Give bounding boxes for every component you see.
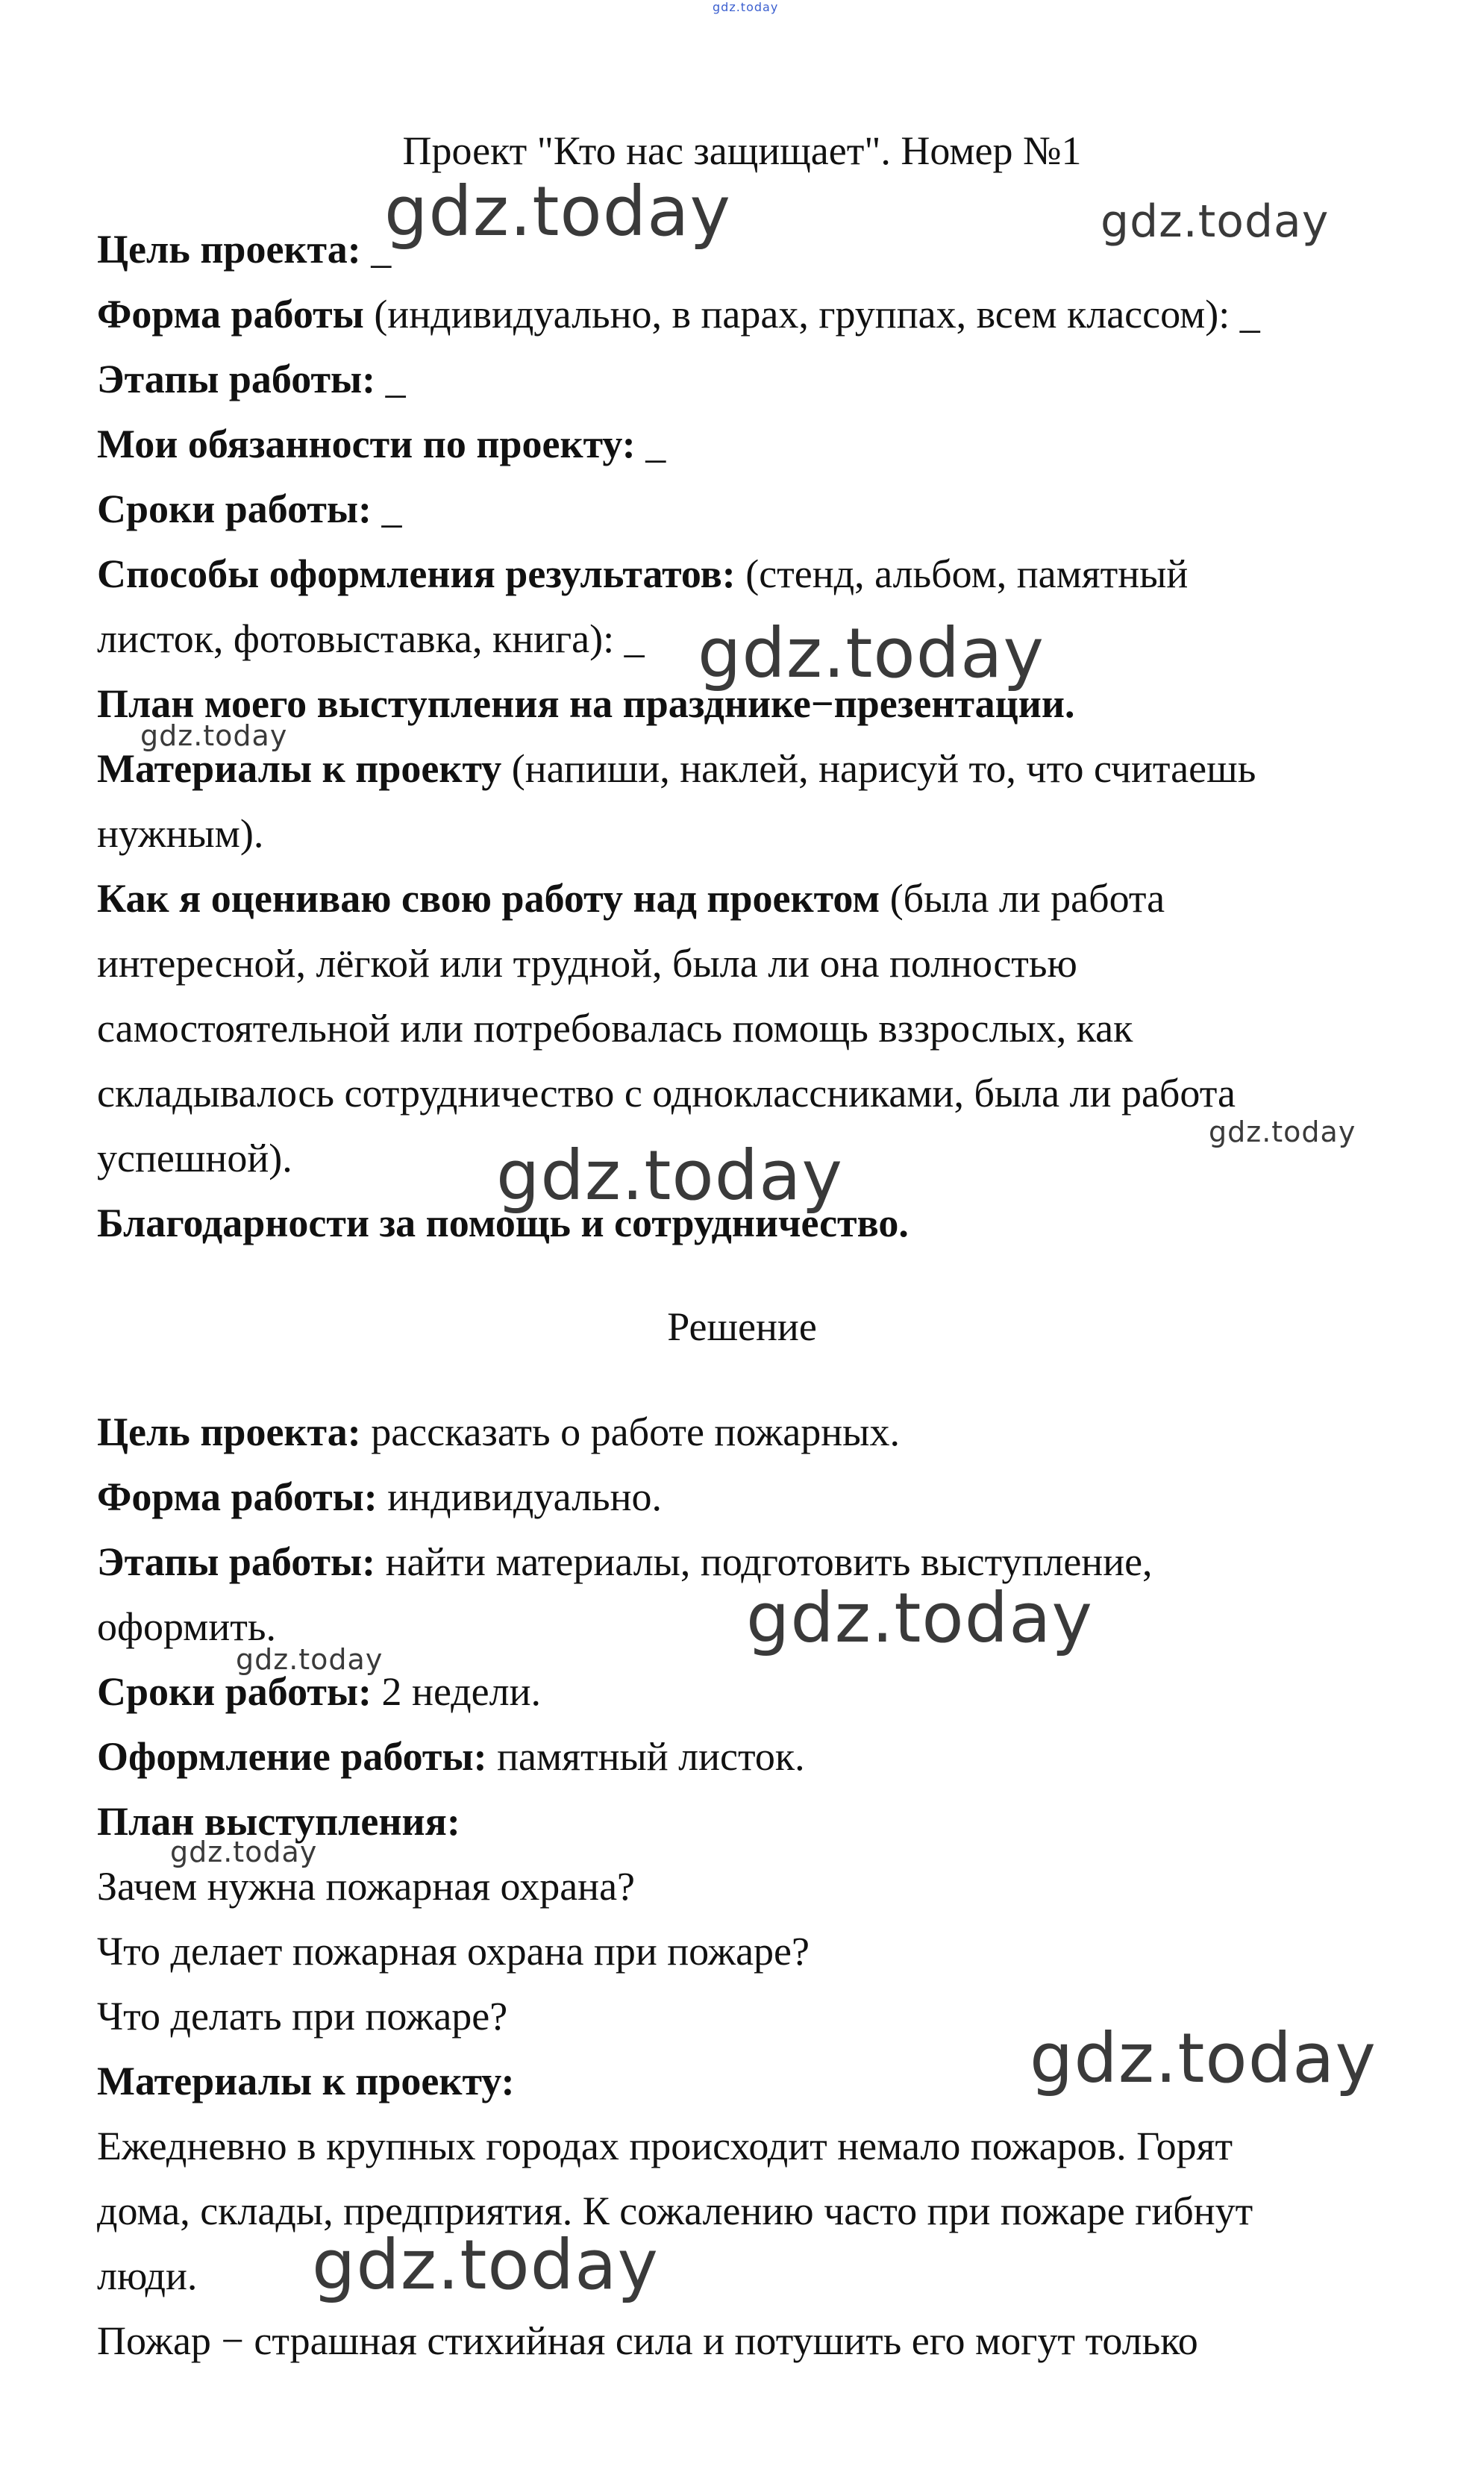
task-methods [97,541,1395,607]
page-title: Проект "Кто нас защищает". Номер №1 [402,128,1082,173]
task-evaluate-line-4: складывалось сотрудничество с одноклассниками, была ли работа [97,1071,1236,1116]
solution-plan-item: Что делает пожарная охрана при пожаре? [97,1929,810,1974]
solution-terms-value: 2 недели. [372,1669,541,1714]
task-evaluate-line-2: интересной, лёгкой или трудной, была ли она полностью [97,941,1077,986]
task-plan: План моего выступления на празднике−презентации. [97,681,1075,726]
watermark: gdz.today [746,1578,1093,1658]
task-goal-value: _ [360,227,392,272]
solution-form-label: Форма работы: [97,1474,378,1519]
task-form [97,281,1395,347]
task-methods-value: (стенд, альбом, памятный [735,551,1189,596]
task-evaluate [97,866,1395,931]
task-materials [97,736,1395,801]
task-duties-value: _ [635,422,666,466]
solution-text-line: люди. [97,2253,198,2298]
solution-form-value: индивидуально. [377,1474,663,1519]
solution-heading: Решение [667,1304,817,1349]
task-terms-value: _ [372,487,402,531]
solution-goal-label: Цель проекта: [97,1410,361,1454]
task-materials-value: (напиши, наклей, нарисуй то, что считаешь [501,746,1256,791]
watermark: gdz.today [1101,195,1330,248]
watermark: gdz.today [170,1836,318,1868]
solution-goal-value: рассказать о работе пожарных. [360,1410,900,1454]
solution-form [97,1464,1395,1530]
solution-text-line: Ежедневно в крупных городах происходит немало пожаров. Горят [97,2124,1233,2168]
task-materials-label: Материалы к проекту [97,746,502,791]
solution-design-label: Оформление работы: [97,1734,487,1779]
task-duties-label: Мои обязанности по проекту: [97,422,636,466]
watermark: gdz.today [496,1136,843,1216]
task-evaluate-label: Как я оцениваю свою работу над проектом [97,876,880,921]
solution-design-value: памятный листок. [486,1734,805,1779]
task-methods-label: Способы оформления результатов: [97,551,736,596]
solution-materials-label: Материалы к проекту: [97,2059,515,2103]
solution-plan-item: Что делать при пожаре? [97,1994,508,2039]
task-thanks: Благодарности за помощь и сотрудничество. [97,1201,909,1245]
watermark: gdz.today [140,719,288,752]
task-duties [97,411,1395,477]
watermark: gdz.today [1030,2018,1377,2098]
task-evaluate-line-3: самостоятельной или потребовалась помощь вззрослых, как [97,1006,1133,1051]
task-form-label: Форма работы [97,292,364,337]
task-stages-label: Этапы работы: [97,357,376,401]
task-evaluate-line-5: успешной). [97,1136,292,1180]
task-terms [97,476,1395,542]
solution-terms-label: Сроки работы: [97,1669,372,1714]
solution-text-line: дома, склады, предприятия. К сожалению часто при пожаре гибнут [97,2189,1253,2233]
watermark: gdz.today [698,613,1045,693]
solution-design [97,1724,1395,1789]
task-materials-cont: нужным). [97,811,264,856]
task-stages [97,346,1395,412]
task-terms-label: Сроки работы: [97,487,372,531]
task-goal-label: Цель проекта: [97,227,361,272]
solution-plan-label: План выступления: [97,1799,460,1844]
solution-goal [97,1399,1395,1465]
solution-stages-label: Этапы работы: [97,1539,376,1584]
task-methods-cont: листок, фотовыставка, книга): _ [97,616,645,661]
watermark-top: gdz.today [713,0,779,14]
solution-stages-cont: оформить. [97,1604,276,1649]
watermark: gdz.today [236,1643,383,1676]
solution-stages-value: найти материалы, подготовить выступление, [375,1539,1153,1584]
watermark: gdz.today [1209,1116,1356,1148]
solution-plan-item: Зачем нужна пожарная охрана? [97,1864,636,1909]
watermark: gdz.today [312,2225,659,2305]
task-evaluate-value: (была ли работа [880,876,1165,921]
solution-text-line: Пожар − страшная стихийная сила и потушить его могут только [97,2318,1198,2363]
watermark: gdz.today [384,172,731,251]
task-stages-value: _ [375,357,406,401]
task-form-value: (индивидуально, в парах, группах, всем классом): _ [363,292,1260,337]
